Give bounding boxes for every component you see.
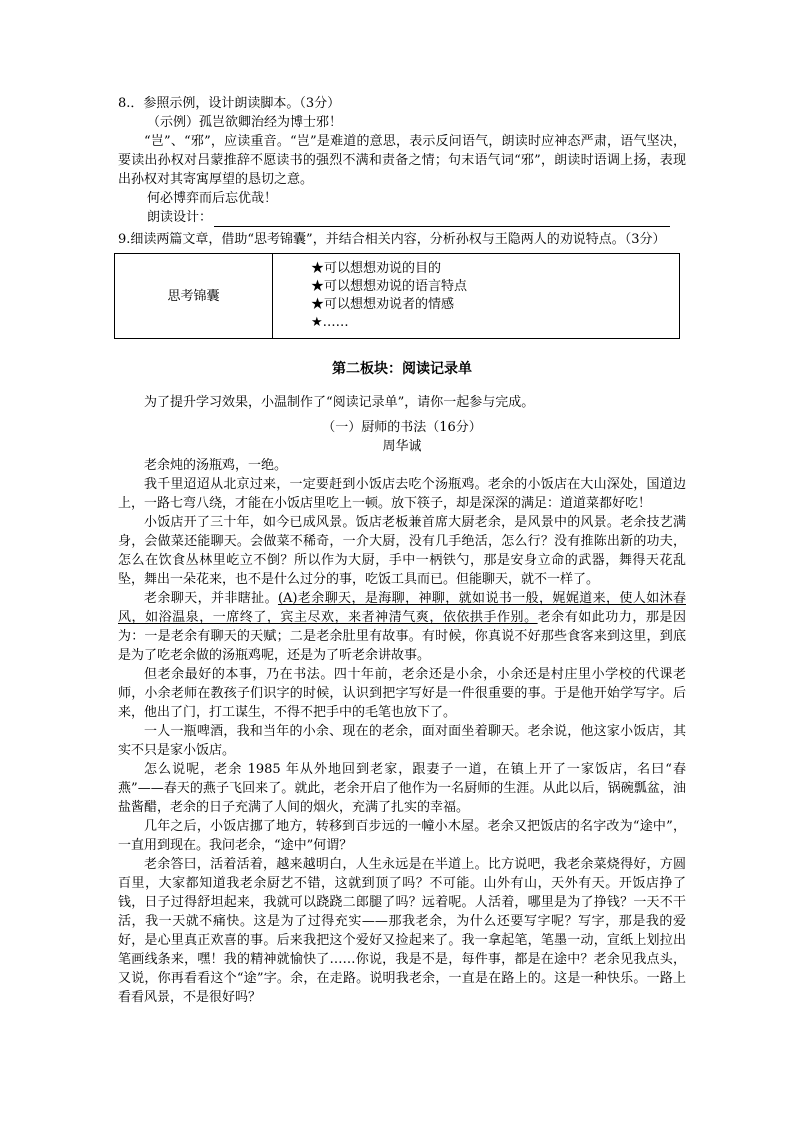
paragraph: 几年之后，小饭店挪了地方，转移到百步远的一幢小木屋。老余又把饭店的名字改为“途中”，一直用到现在。我问老余，“途中”何谓？ <box>118 819 686 853</box>
tip-item: ★可以想想劝说的语言特点 <box>311 279 468 294</box>
section-intro: 为了提升学习效果，小温制作了“阅读记录单”，请你一起参与完成。 <box>144 395 535 410</box>
paragraph: 一人一瓶啤酒，我和当年的小余、现在的老余，面对面坐着聊天。老余说，他这家小饭店，其实不只是家小饭店。 <box>118 724 686 758</box>
q8-example: （示例）孤岂欲卿治经为博士邪！ <box>147 115 343 130</box>
q8-title: 8.．参照示例，设计朗读脚本。（3分） <box>118 96 341 111</box>
paragraph-part: 老余聊天，并非瞎扯。 <box>144 591 278 606</box>
paragraph: 老余炖的汤瓶鸡，一绝。 <box>144 458 288 473</box>
paragraph: 怎么说呢，老余 1985 年从外地回到老家，跟妻子一道，在镇上开了一家饭店，名曰“春燕”——春天的燕子飞回来了。就此，老余开启了他作为一名厨师的生涯。从此以后，锅碗瓢盆，油盐酱醋，老余的日子充满了人间的烟火，充满了扎实的幸福。 <box>118 762 686 815</box>
q8-sentence: 何必博弈而后忘优哉！ <box>147 191 278 206</box>
tip-item: ★…… <box>311 315 349 330</box>
thinking-kit-tips <box>273 254 680 339</box>
q9-title: 9.细读两篇文章，借助“思考锦囊”，并结合相关内容，分析孙权与王隐两人的劝说特点。（3分） <box>118 232 666 247</box>
paragraph: 我千里迢迢从北京过来，一定要赶到小饭店去吃个汤瓶鸡。老余的小饭店在大山深处，国道边上，一路七弯八绕，才能在小饭店里吃上一顿。放下筷子，却是深深的满足：道道菜都好吃！ <box>118 477 686 511</box>
q8-design-row <box>118 208 686 227</box>
paragraph <box>118 589 686 665</box>
article-author: 周华诚 <box>382 439 422 454</box>
article-title: （一）厨师的书法（16分） <box>322 420 482 435</box>
thinking-kit-table <box>114 253 680 339</box>
q8-design-label: 朗读设计： <box>147 210 213 225</box>
thinking-kit-label: 思考锦囊 <box>115 254 273 339</box>
document-page <box>118 94 686 1007</box>
tip-item: ★可以想想劝说的目的 <box>311 261 442 276</box>
answer-line[interactable] <box>214 211 670 227</box>
underlined-sentence-a: (A)老余聊天，是海聊，神聊，就如说书一般，娓娓道来，使人如沐春风，如浴温泉，一席终了，宾主尽欢，来者神清气爽，依依拱手作别。 <box>118 591 686 625</box>
paragraph: 老余答曰，活着活着，越来越明白，人生永远是在半道上。比方说吧，我老余菜烧得好，方圆百里，大家都知道我老余厨艺不错，这就到顶了吗？不可能。山外有山，天外有天。开饭店挣了钱，日子过得舒坦起来，我就可以跷跷二郎腿了吗？远着呢。人活着，哪里是为了挣钱？一天不干活，我一天就不痛快。这是为了过得充实——那我老余，为什么还要写字呢？写字，那是我的爱好，是心里真正欢喜的事。后来我把这个爱好又捡起来了。我一拿起笔，笔墨一动，宣纸上划拉出笔画线条来，嘿！我的精神就愉快了……你说，我是不是，每件事，都是在途中？老余见我点头，又说，你再看看这个“途”字。余，在走路。说明我老余，一直是在路上的。这是一种快乐。一路上看看风景，不是很好吗？ <box>118 857 686 1005</box>
paragraph: 小饭店开了三十年，如今已成风景。饭店老板兼首席大厨老余，是风景中的风景。老余技艺满身，会做菜还能聊天。会做菜不稀奇，一介大厨，没有几手绝活，怎么行？没有推陈出新的功夫，怎么在饮食丛林里屹立不倒？所以作为大厨，手中一柄铁勺，那是安身立命的武器，舞得天花乱坠，舞出一朵花来，也不是什么过分的事，吃饭工具而已。但能聊天，就不一样了。 <box>118 515 686 587</box>
paragraph: 但老余最好的本事，乃在书法。四十年前，老余还是小余，小余还是村庄里小学校的代课老师，小余老师在教孩子们识字的时候，认识到把字写好是一件很重要的事。于是他开始学写字。后来，他出了门，打工谋生，不得不把手中的毛笔也放下了。 <box>118 667 686 720</box>
section-title: 第二板块：阅读记录单 <box>332 361 472 377</box>
paragraph-part: 老余有如此功力，那是因为：一是老余有聊天的天赋；二是老余肚里有故事。有时候，你真说不好那些食客来到这里，到底是为了吃老余做的汤瓶鸡呢，还是为了听老余讲故事。 <box>118 610 686 663</box>
q8-analysis: “岂”、“邪”，应读重音。“岂”是难道的意思，表示反问语气，朗读时应神态严肃，语气坚决，要读出孙权对吕蒙推辞不愿读书的强烈不满和责备之情；句末语气词“邪”，朗读时语调上扬，表现出孙权对其寄寓厚望的恳切之意。 <box>118 134 686 187</box>
tip-item: ★可以想想劝说者的情感 <box>311 297 455 312</box>
